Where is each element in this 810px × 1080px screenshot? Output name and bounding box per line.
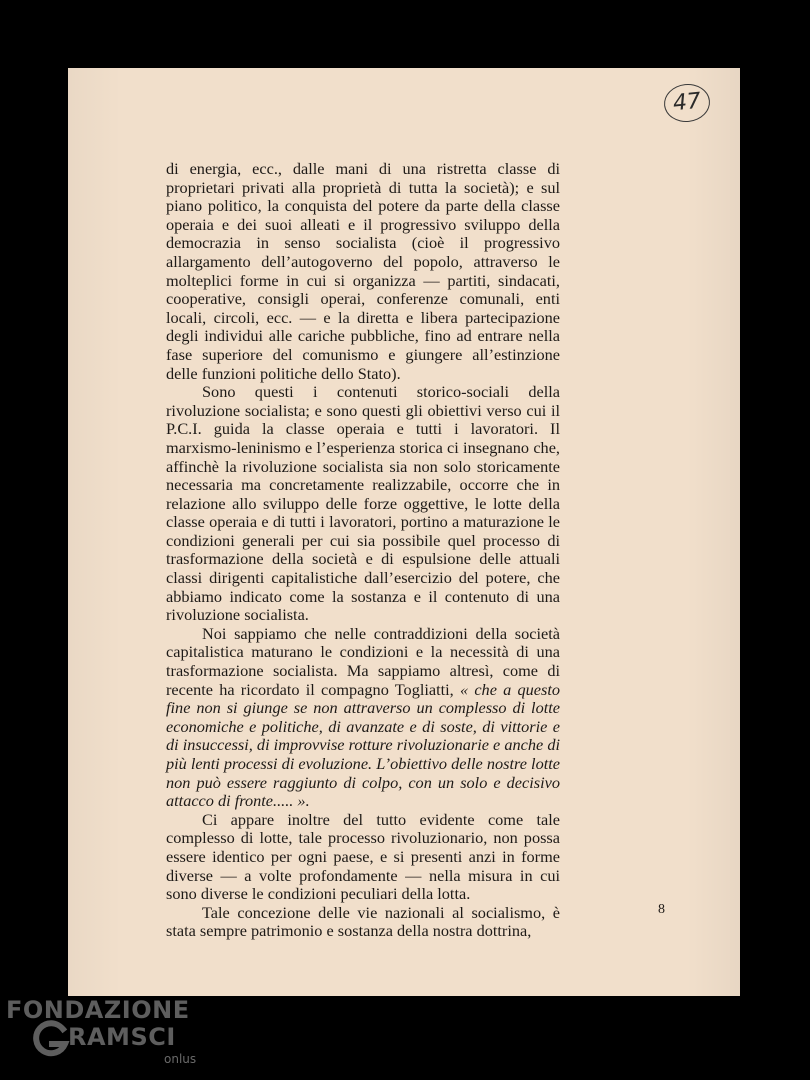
paragraph-3 — [166, 625, 560, 811]
logo-line-2: RAMSCI — [68, 1023, 176, 1051]
paragraph-1: di energia, ecc., dalle mani di una ristretta classe di proprietari privati alla proprietà di tutta la società); e sul piano politico, la conquista del potere da parte della classe operaia e dei suoi alleati e il progressivo sviluppo della democrazia in senso socialista (cioè il progressivo allargamento dell’autogoverno del popolo, attraverso le molteplici forme in cui si organizza — partiti, sindacati, cooperative, consigli operai, conferenze comunali, enti locali, circoli, ecc. — e la diretta e libera partecipazione degli individui alle cariche pubbliche, fino ad entrare nella fase superiore del comunismo e giungere all’estinzione delle funzioni politiche dello Stato). — [166, 159, 560, 383]
paragraph-5: Tale concezione delle vie nazionali al socialismo, è stata sempre patrimonio e sostanza della nostra dottrina, — [166, 902, 560, 941]
paragraph-2: Sono questi i contenuti storico-sociali della rivoluzione socialista; e sono questi gli obiettivi verso cui il P.C.I. guida la classe operaia e tutti i lavoratori. Il marxismo-leninismo e l’esperienza storica ci insegnano che, affinchè la rivoluzione socialista sia non solo storicamente necessaria ma concretamente realizzabile, occorre che in relazione allo sviluppo delle forze oggettive, le lotte della classe operaia e di tutti i lavoratori, portino a maturazione le condizioni generali per cui sia possibile quel processo di trasformazione della società e di espulsione delle attuali classi dirigenti capitalistiche dall’esercizio del potere, che abbiamo indicato come la sostanza e il contenuto di una rivoluzione socialista. — [166, 382, 560, 625]
paragraph-3-text: Noi sappiamo che nelle contraddizioni della società capitalistica maturano le condizioni e la necessità di una trasformazione socialista. Ma sappiamo altresì, come di recente ha ricordato il compagno Togliatti, — [166, 623, 560, 699]
archive-page-mark: 47 — [662, 82, 712, 125]
logo-g-icon — [32, 1020, 70, 1058]
fondazione-gramsci-logo — [6, 996, 206, 1076]
paragraph-4: Ci appare inoltre del tutto evidente come tale complesso di lotte, tale processo rivoluzionario, non possa essere identico per ogni paese, e si presenti anzi in forme diverse — a volte profondamente — nella misura in cui sono diverse le condizioni peculiari della lotta. — [166, 809, 560, 904]
document-page — [68, 68, 740, 996]
logo-line-1: FONDAZIONE — [6, 996, 190, 1024]
page-number: 8 — [658, 902, 665, 917]
logo-line-3: onlus — [164, 1052, 197, 1066]
togliatti-quote: « che a questo fine non si giunge se non attraverso un complesso di lotte economiche e politiche, di avanzate e di soste, di vittorie e di insuccessi, di improvvise rotture rivoluzionarie e anche di più lenti processi di evoluzione. L’obiettivo delle nostre lotte non può essere raggiunto di colpo, con un solo e decisivo attacco di fronte..... ». — [166, 679, 560, 811]
body-text — [166, 160, 560, 941]
